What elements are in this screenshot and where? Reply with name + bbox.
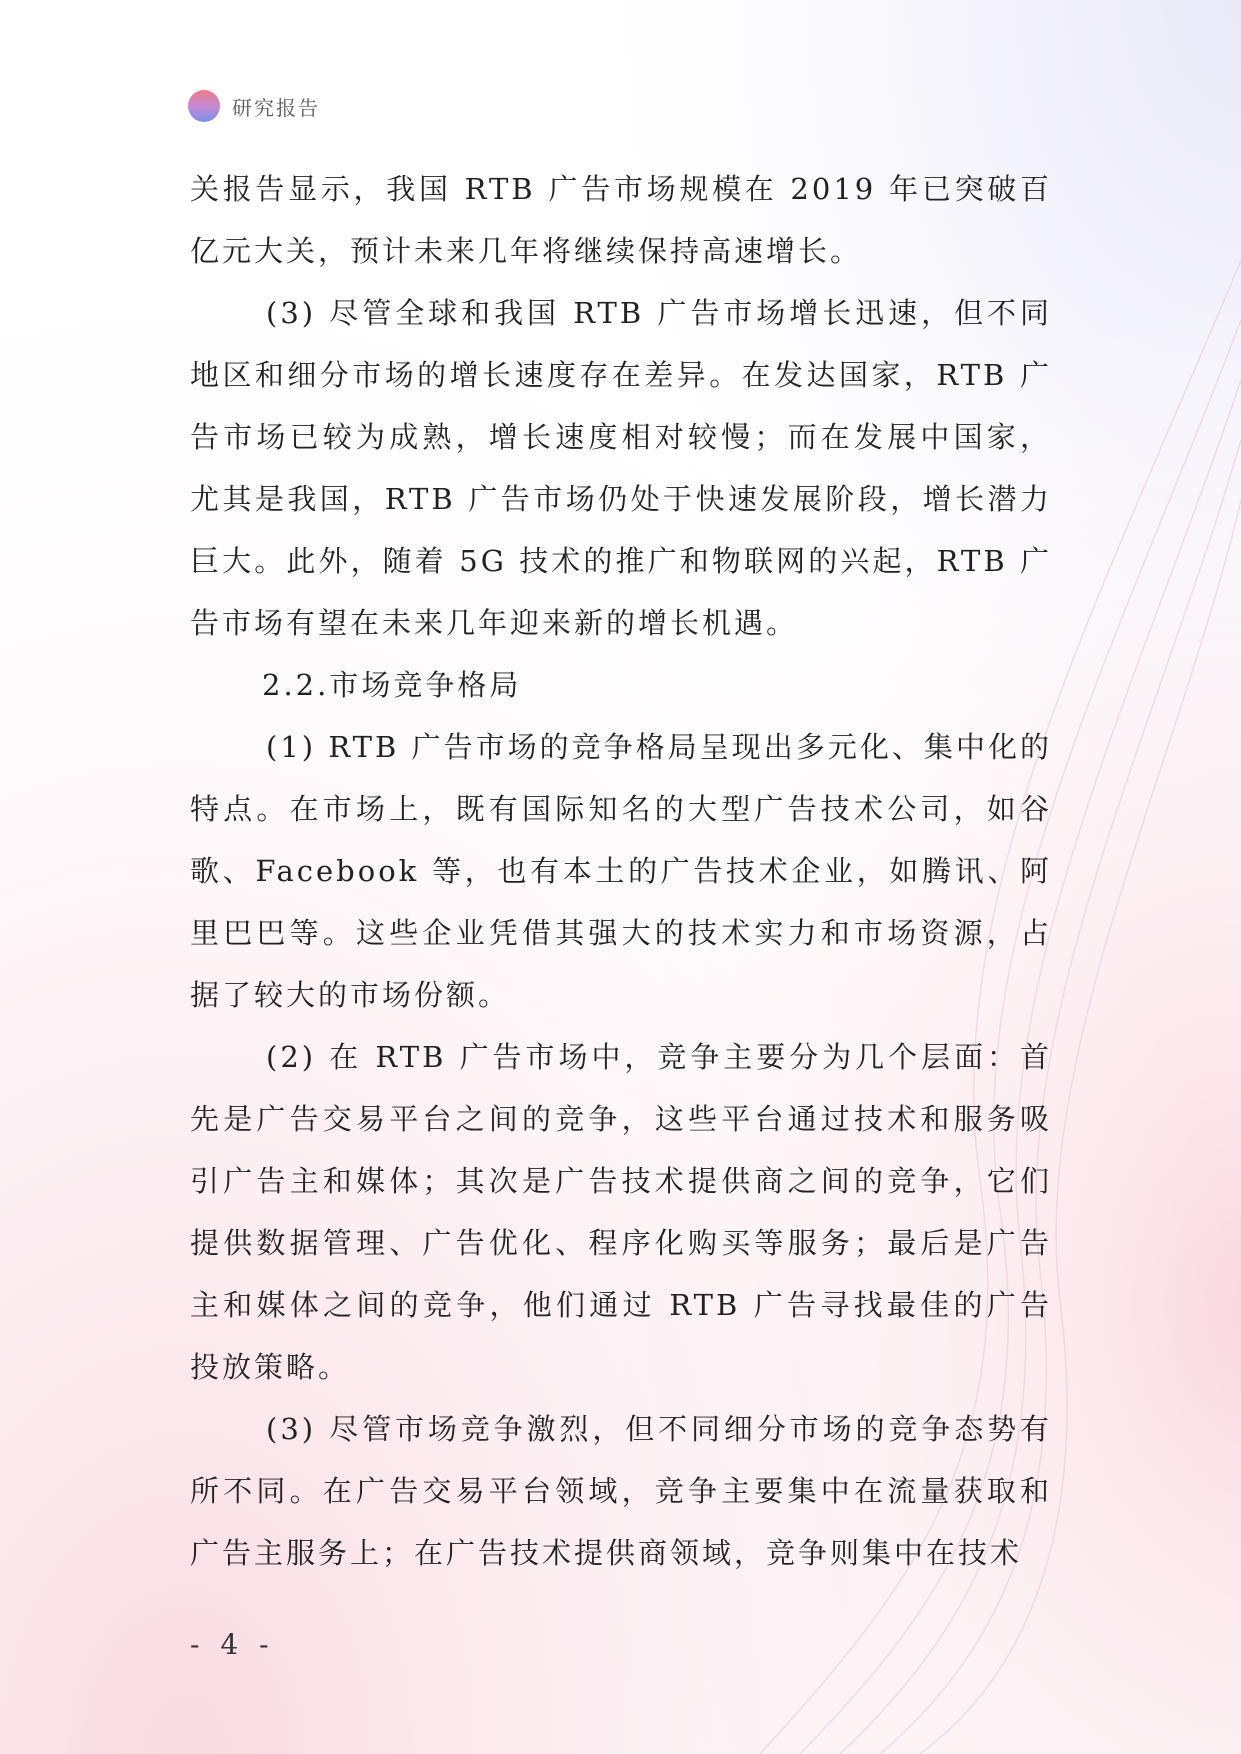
paragraph-4: (2) 在 RTB 广告市场中，竞争主要分为几个层面：首先是广告交易平台之间的竞争，这些平台通过技术和服务吸引广告主和媒体；其次是广告技术提供商之间的竞争，它们提供数据管理、广告优化、程序化购买等服务；最后是广告主和媒体之间的竞争，他们通过 RTB 广告寻找最佳的广告投放策略。 [190, 1040, 1052, 1384]
paragraph-1: 关报告显示，我国 RTB 广告市场规模在 2019 年已突破百亿元大关，预计未来几年将继续保持高速增长。 [190, 172, 1052, 268]
logo-icon [188, 90, 220, 122]
document-body [190, 158, 1052, 1584]
paragraph-3: (1) RTB 广告市场的竞争格局呈现出多元化、集中化的特点。在市场上，既有国际知名的大型广告技术公司，如谷歌、Facebook 等，也有本土的广告技术企业，如腾讯、阿里巴巴等。这些企业凭借其强大的技术实力和市场资源，占据了较大的市场份额。 [190, 730, 1052, 1012]
paragraph-5: (3) 尽管市场竞争激烈，但不同细分市场的竞争态势有所不同。在广告交易平台领域，竞争主要集中在流量获取和广告主服务上；在广告技术提供商领域，竞争则集中在技术 [190, 1412, 1052, 1570]
header-title: 研究报告 [232, 95, 320, 120]
page-number: - 4 - [190, 1628, 275, 1661]
paragraph-2: (3) 尽管全球和我国 RTB 广告市场增长迅速，但不同地区和细分市场的增长速度存在差异。在发达国家，RTB 广告市场已较为成熟，增长速度相对较慢；而在发展中国家，尤其是我国，RTB 广告市场仍处于快速发展阶段，增长潜力巨大。此外，随着 5G 技术的推广和物联网的兴起，RTB 广告市场有望在未来几年迎来新的增长机遇。 [190, 296, 1052, 640]
report-header [188, 88, 320, 124]
section-heading: 2.2.市场竞争格局 [262, 668, 522, 702]
